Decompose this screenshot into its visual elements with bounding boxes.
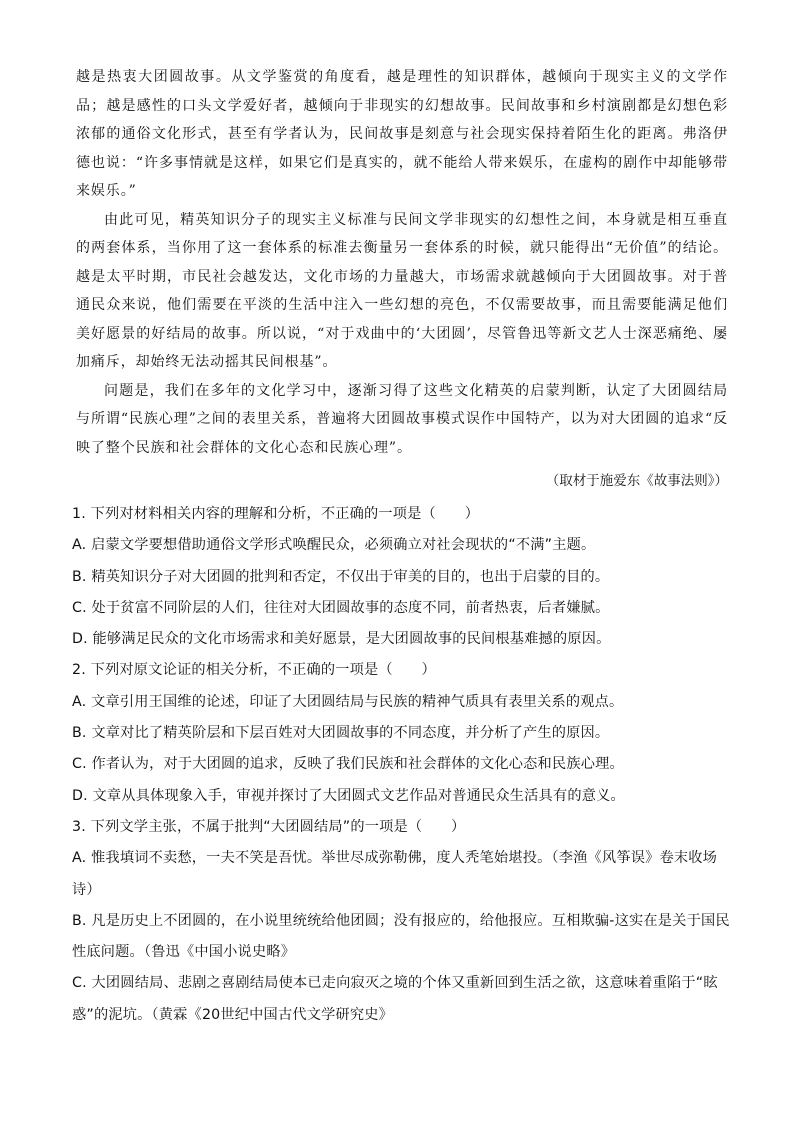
question-1-option-a: A. 启蒙文学要想借助通俗文学形式唤醒民众，必须确立对社会现状的“不满”主题。: [72, 537, 596, 554]
passage-paragraph-1: 越是热衷大团圆故事。从文学鉴赏的角度看，越是理性的知识群体，越倾向于现实主义的文学作品；越是感性的口头文学爱好者，越倾向于非现实的幻想故事。民间故事和乡村演剧都是幻想色彩浓郁的通俗文化形式，甚至有学者认为，民间故事是刻意与社会现实保持着陌生化的距离。弗洛伊德也说：“许多事情就是这样，如果它们是真实的，就不能给人带来娱乐，在虚构的剧作中却能够带来娱乐。”: [76, 69, 728, 199]
passage-source: （取材于施爱东《故事法则》）: [545, 473, 728, 489]
question-list: [72, 499, 730, 1031]
question-3-option-a: A. 惟我填词不卖愁，一夫不笑是吾忧。举世尽成弥勒佛，度人秃笔始堪投。（李渔《风筝误》卷末收场诗）: [72, 850, 718, 898]
question-2-option-b: B. 文章对比了精英阶层和下层百姓对大团圆故事的不同态度，并分析了产生的原因。: [72, 725, 610, 742]
passage-paragraph-3: 问题是，我们在多年的文化学习中，逐渐习得了这些文化精英的启蒙判断，认定了大团圆结局与所谓“民族心理”之间的表里关系，普遍将大团圆故事模式误作中国特产，以为对大团圆的追求“反映了整个民族和社会群体的文化心态和民族心理”。: [76, 382, 728, 456]
question-1-stem: 1. 下列对材料相关内容的理解和分析，不正确的一项是（ ）: [72, 506, 480, 522]
question-2-stem: 2. 下列对原文论证的相关分析，不正确的一项是（ ）: [72, 662, 436, 679]
question-2-option-d: D. 文章从具体现象入手，审视并探讨了大团圆式文艺作品对普通民众生活具有的意义。: [72, 787, 625, 804]
question-3-option-c: C. 大团圆结局、悲剧之喜剧结局使本已走向寂灭之境的个体又重新回到生活之欲，这意味着重陷于“眩惑”的泥坑。（黄霖《20世纪中国古代文学研究史》: [72, 975, 718, 1023]
question-1-option-c: C. 处于贫富不同阶层的人们，往往对大团圆故事的态度不同，前者热衷，后者嫌腻。: [72, 599, 610, 616]
question-2-option-a: A. 文章引用王国维的论述，印证了大团圆结局与民族的精神气质具有表里关系的观点。: [72, 693, 624, 710]
question-3-option-b: B. 凡是历史上不团圆的，在小说里统统给他团圆；没有报应的，给他报应。互相欺骗-这实在是关于国民性底问题。（鲁迅《中国小说史略》: [72, 912, 730, 961]
reading-passage: [76, 63, 728, 462]
question-1-option-d: D. 能够满足民众的文化市场需求和美好愿景，是大团圆故事的民间根基难撼的原因。: [72, 631, 611, 648]
question-2-option-c: C. 作者认为，对于大团圆的追求，反映了我们民族和社会群体的文化心态和民族心理。: [72, 756, 624, 773]
passage-paragraph-2: 由此可见，精英知识分子的现实主义标准与民间文学非现实的幻想性之间，本身就是相互垂直的两套体系，当你用了这一套体系的标准去衡量另一套体系的时候，就只能得出“无价值”的结论。越是太平时期，市民社会越发达，文化市场的力量越大，市场需求就越倾向于大团圆故事。对于普通民众来说，他们需要在平淡的生活中注入一些幻想的亮色，不仅需要故事，而且需要能满足他们美好愿景的好结局的故事。所以说，“对于戏曲中的‘大团圆’，尽管鲁迅等新文艺人士深恶痛绝、屡加痛斥，却始终无法动摇其民间根基”。: [76, 211, 728, 370]
question-1-option-b: B. 精英知识分子对大团圆的批判和否定，不仅出于审美的目的，也出于启蒙的目的。: [72, 568, 610, 585]
question-3-stem: 3. 下列文学主张，不属于批判“大团圆结局”的一项是（ ）: [72, 818, 466, 835]
